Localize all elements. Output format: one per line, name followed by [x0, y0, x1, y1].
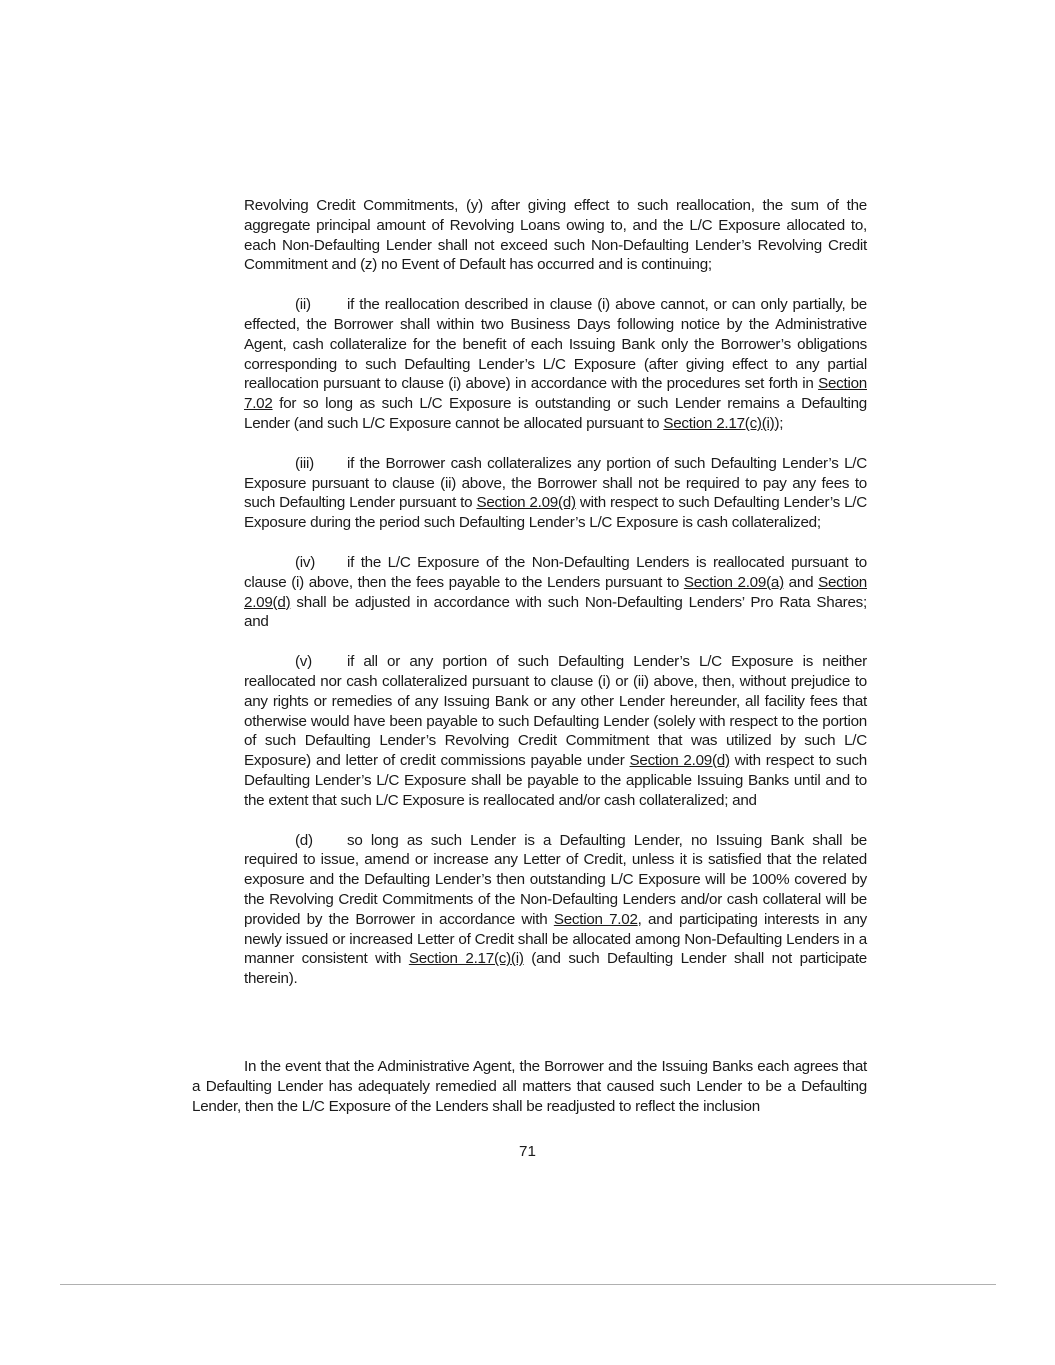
clause-v-text-2: with respect to such Defaulting Lender’s L/C Exposure shall be payable to the applicable Issuing Banks until and to the extent that such L/C Exposure is reallocated and/or cash collateralized; and	[244, 752, 867, 809]
clause-iv-paragraph	[244, 553, 867, 632]
clause-ii-label: (ii)	[295, 296, 311, 314]
clause-iv-text-1: if the L/C Exposure of the Non-Defaulting Lenders is reallocated pursuant to clause (i) above, then the fees payable to the Lenders pursuant to	[244, 553, 867, 591]
intro-paragraph: Revolving Credit Commitments, (y) after giving effect to such reallocation, the sum of the aggregate principal amount of Revolving Loans owing to, and the L/C Exposure allocated to, each Non-Defaulting Lender shall not exceed such Non-Defaulting Lender’s Revolving Credit Commitment and (z) no Event of Default has occurred and is continuing;	[244, 197, 867, 274]
section-2-09-a-link[interactable]: Section 2.09(a)	[683, 573, 784, 591]
clause-iii-paragraph	[244, 454, 867, 533]
clause-ii-paragraph	[244, 295, 867, 434]
page-number: 71	[519, 1143, 536, 1160]
clause-ii-text-1: if the reallocation described in clause (i) above cannot, or can only partially, be effected, the Borrower shall within two Business Days following notice by the Administrative Agent, cash collateralize for the benefit of each Issuing Bank only the Borrower’s obligations corresponding to such Defaulting Lender’s L/C Exposure (after giving effect to any partial reallocation pursuant to clause (i) above) in accordance with the procedures set forth in	[244, 296, 867, 393]
clause-d-text-1: so long as such Lender is a Defaulting Lender, no Issuing Bank shall be required to issue, amend or increase any Letter of Credit, unless it is satisfied that the related exposure and the Defaulting Lender’s then outstanding L/C Exposure will be 100% covered by the Revolving Credit Commitments of the Non-Defaulting Lenders and/or cash collateral will be provided by the Borrower in accordance with	[244, 831, 867, 928]
clause-ii-text-3: );	[774, 414, 784, 432]
clause-iii-text-2: with respect to such Defaulting Lender’s L/C Exposure during the period such Defaulting Lender’s L/C Exposure is cash collateralized;	[244, 494, 867, 532]
clause-iv-text-2: and	[783, 573, 819, 591]
clause-v-text-1: if all or any portion of such Defaulting Lender’s L/C Exposure is neither reallocated nor cash collateralized pursuant to clause (i) or (ii) above, then, without prejudice to any rights or remedies of any Issuing Bank or any other Lender hereunder, all facility fees that otherwise would have been payable to such Defaulting Lender (solely with respect to the portion of such Defaulting Lender’s Revolving Credit Commitment that was utilized by such L/C Exposure) and letter of credit commissions payable under	[244, 653, 867, 770]
page-divider	[60, 1284, 996, 1285]
clause-ii-text-2: for so long as such L/C Exposure is outstanding or such Lender remains a Defaulting Lender (and such L/C Exposure cannot be allocated pursuant to	[244, 395, 867, 432]
closing-paragraph: In the event that the Administrative Agent, the Borrower and the Issuing Banks each agrees that a Defaulting Lender has adequately remedied all matters that caused such Lender to be a Defaulting Lender, then the L/C Exposure of the Lenders shall be readjusted to reflect the inclusion	[192, 1058, 867, 1115]
clause-v-paragraph	[244, 652, 867, 810]
clause-d-paragraph	[244, 831, 867, 989]
clause-iv-label: (iv)	[295, 553, 316, 571]
section-2-17-c-i-link[interactable]: Section 2.17(c)(i)	[663, 414, 775, 432]
section-2-09-d-link[interactable]: Section 2.09(d)	[629, 752, 730, 770]
section-2-17-c-i-link[interactable]: Section 2.17(c)(i)	[408, 950, 524, 968]
clause-d-text-3: (and such Defaulting Lender shall not participate therein).	[244, 950, 867, 988]
section-7-02-link[interactable]: Section 7.02	[244, 375, 867, 413]
document-body	[244, 196, 867, 1009]
section-2-09-d-link[interactable]: Section 2.09(d)	[476, 494, 576, 512]
section-7-02-link[interactable]: Section 7.02	[553, 910, 638, 928]
clause-d-label: (d)	[295, 831, 313, 849]
clause-iv-text-3: shall be adjusted in accordance with such Non-Defaulting Lenders’ Pro Rata Shares; and	[244, 593, 867, 631]
clause-iii-label: (iii)	[295, 454, 314, 472]
clause-d-text-2: , and participating interests in any newly issued or increased Letter of Credit shall be allocated among Non-Defaulting Lenders in a manner consistent with	[244, 910, 868, 968]
clause-v-label: (v)	[295, 653, 312, 671]
clause-iii-text-1: if the Borrower cash collateralizes any portion of such Defaulting Lender’s L/C Exposure pursuant to clause (ii) above, the Borrower shall not be required to pay any fees to such Defaulting Lender pursuant to	[244, 454, 867, 512]
section-2-09-d-link[interactable]: Section 2.09(d)	[244, 573, 867, 611]
